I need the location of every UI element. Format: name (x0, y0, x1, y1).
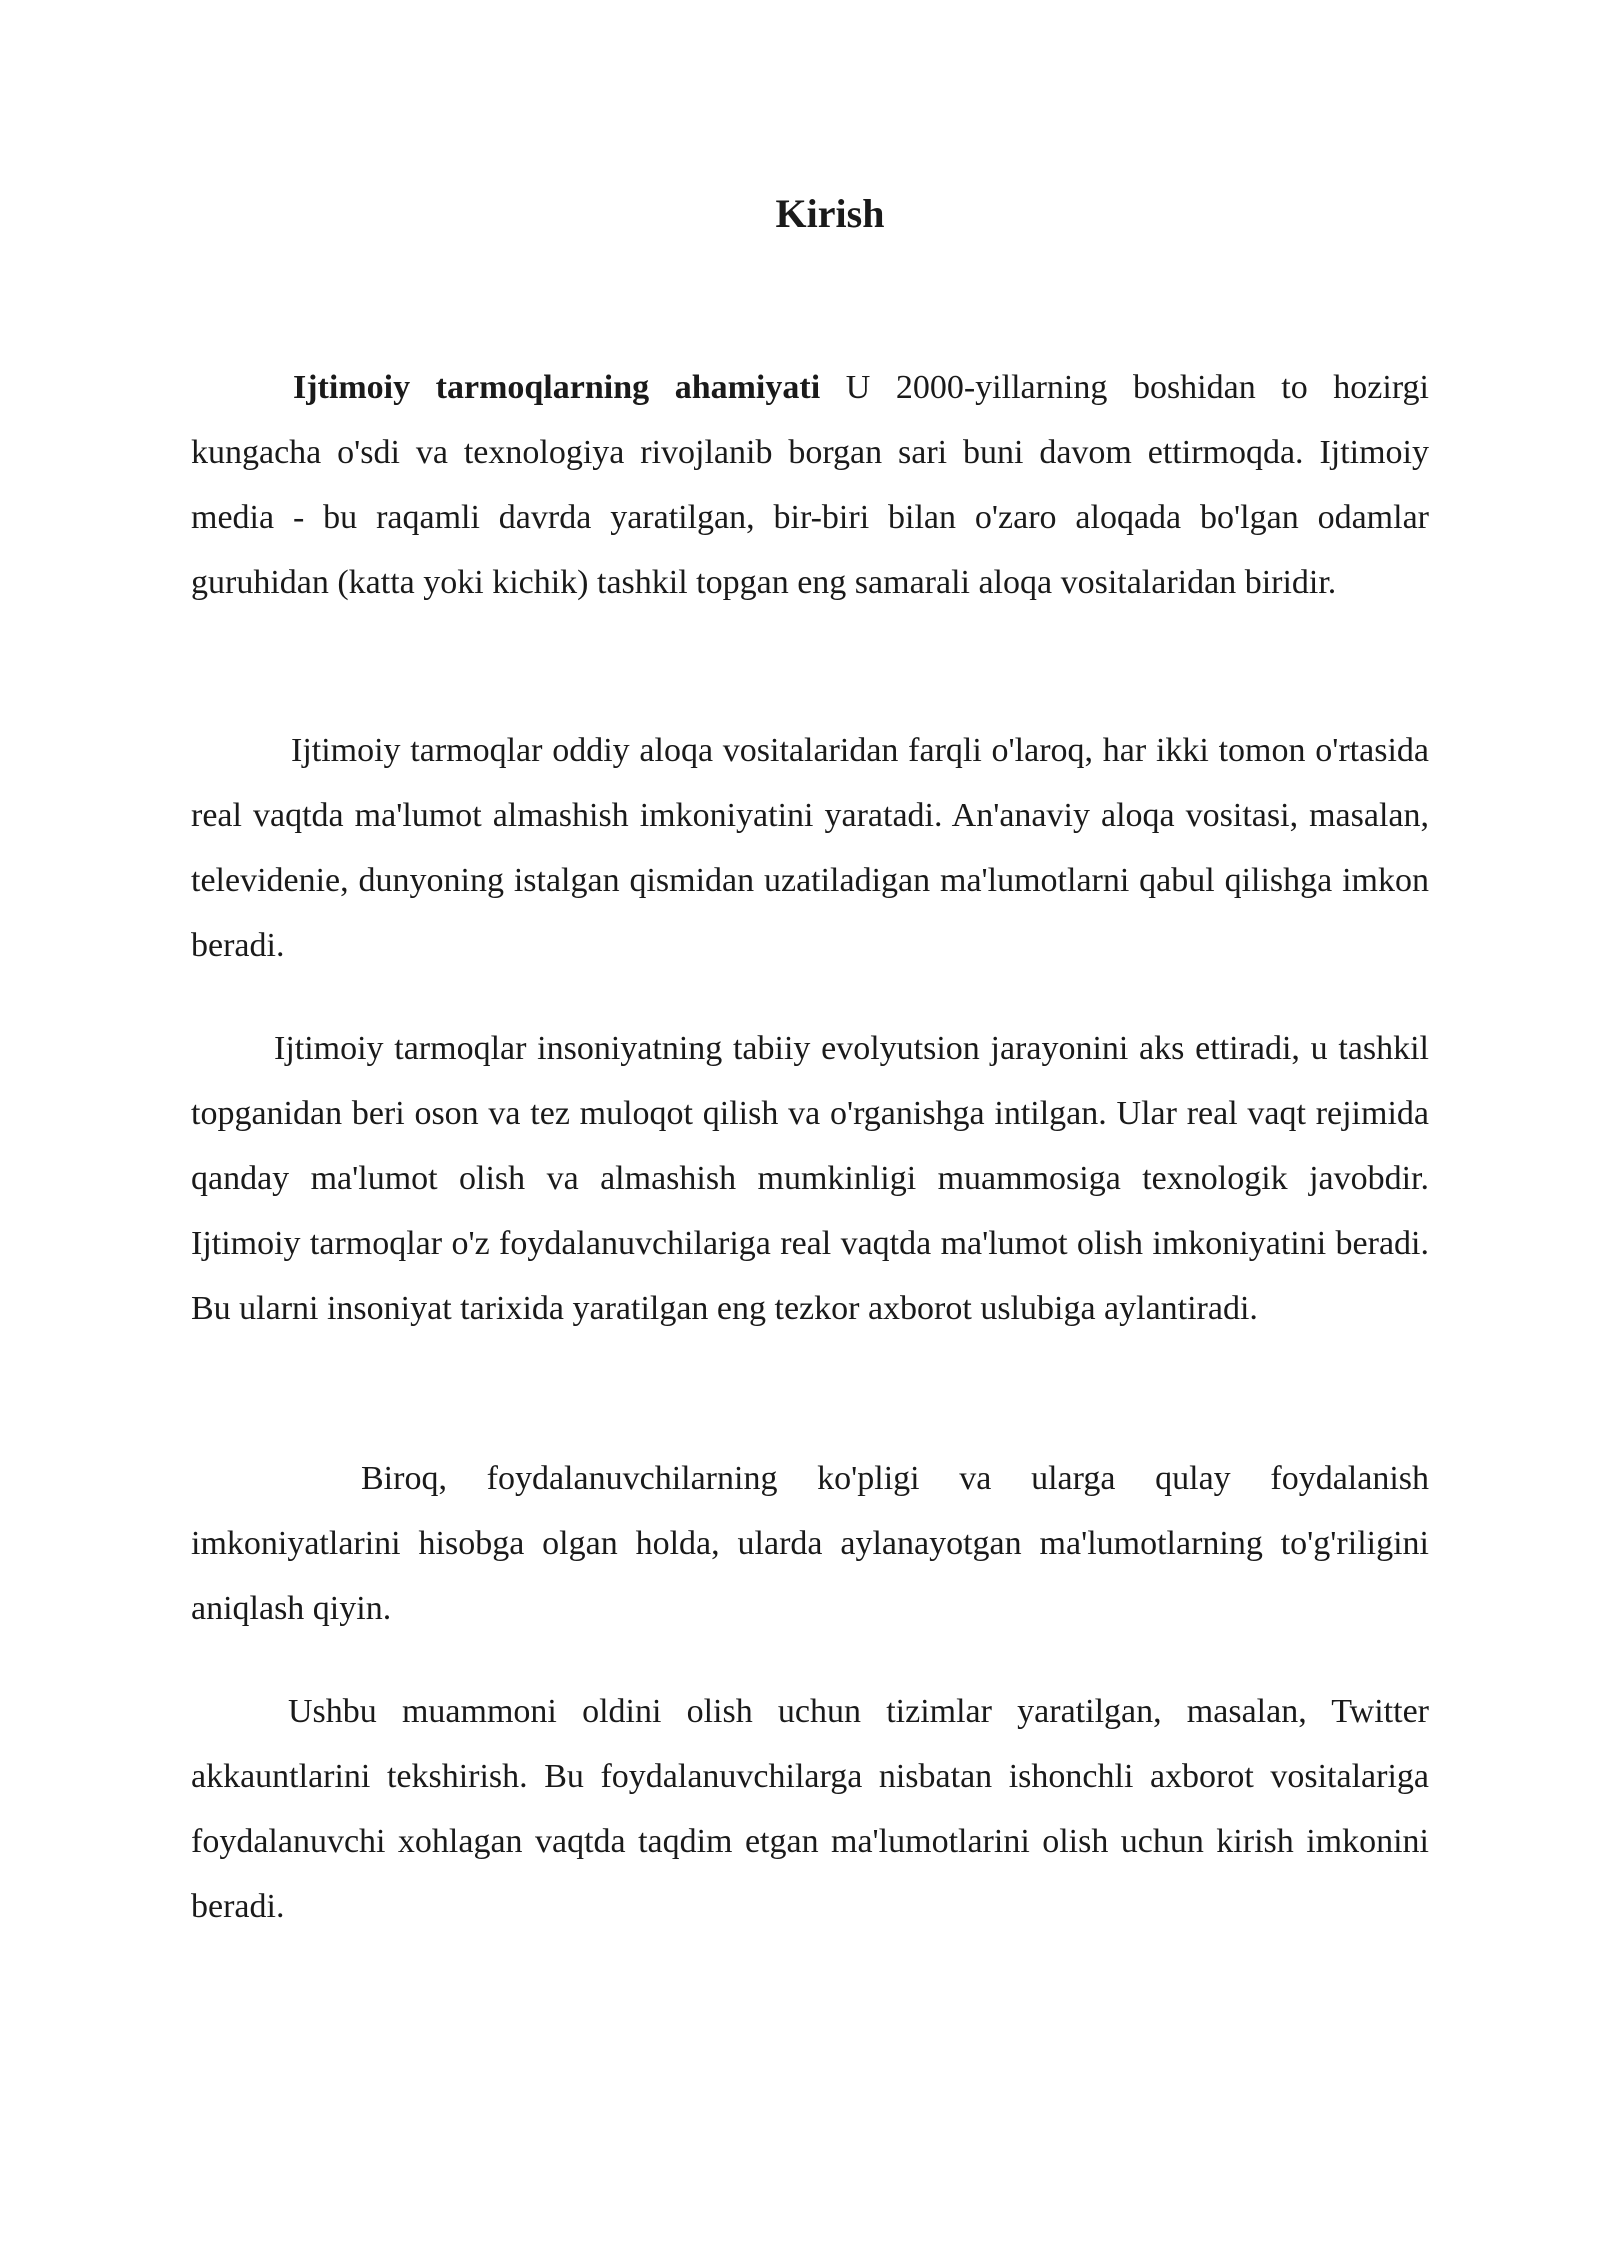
paragraph-text: Ushbu muammoni oldini olish uchun tizimlar yaratilgan, masalan, Twitter akkauntlarini tekshirish. Bu foydalanuvchilarga nisbatan ishonchli axborot vositalariga foydalanuvchi xohlagan vaqtda taqdim etgan ma'lumotlarini olish uchun kirish imkonini beradi. (191, 1693, 1429, 1925)
paragraph-5 (191, 1679, 1429, 1939)
paragraph-1 (191, 355, 1429, 615)
paragraph-3 (191, 1016, 1429, 1341)
page-title: Kirish (775, 191, 885, 236)
paragraph-text: Ijtimoiy tarmoqlar oddiy aloqa vositalaridan farqli o'laroq, har ikki tomon o'rtasida real vaqtda ma'lumot almashish imkoniyatini yaratadi. An'anaviy aloqa vositasi, masalan, televidenie, dunyoning istalgan qismidan uzatiladigan ma'lumotlarni qabul qilishga imkon beradi. (191, 732, 1429, 964)
paragraph-text: Biroq, foydalanuvchilarning ko'pligi va ularga qulay foydalanish imkoniyatlarini hisobga olgan holda, ularda aylanayotgan ma'lumotlarning to'g'riligini aniqlash qiyin. (191, 1460, 1429, 1627)
paragraph-2 (191, 718, 1429, 978)
paragraph-4 (191, 1446, 1429, 1641)
paragraph-lead: Ijtimoiy tarmoqlarning ahamiyati (293, 369, 821, 406)
paragraph-text: U 2000-yillarning boshidan to hozirgi kungacha o'sdi va texnologiya rivojlanib borgan sari buni davom ettirmoqda. Ijtimoiy media - bu raqamli davrda yaratilgan, bir-biri bilan o'zaro aloqada bo'lgan odamlar guruhidan (katta yoki kichik) tashkil topgan eng samarali aloqa vositalaridan biridir. (191, 369, 1430, 601)
paragraph-text: Ijtimoiy tarmoqlar insoniyatning tabiiy evolyutsion jarayonini aks ettiradi, u tashkil topganidan beri oson va tez muloqot qilish va o'rganishga intilgan. Ular real vaqt rejimida qanday ma'lumot olish va almashish mumkinligi muammosiga texnologik javobdir. Ijtimoiy tarmoqlar o'z foydalanuvchilariga real vaqtda ma'lumot olish imkoniyatini beradi. Bu ularni insoniyat tarixida yaratilgan eng tezkor axborot uslubiga aylantiradi. (191, 1030, 1429, 1327)
